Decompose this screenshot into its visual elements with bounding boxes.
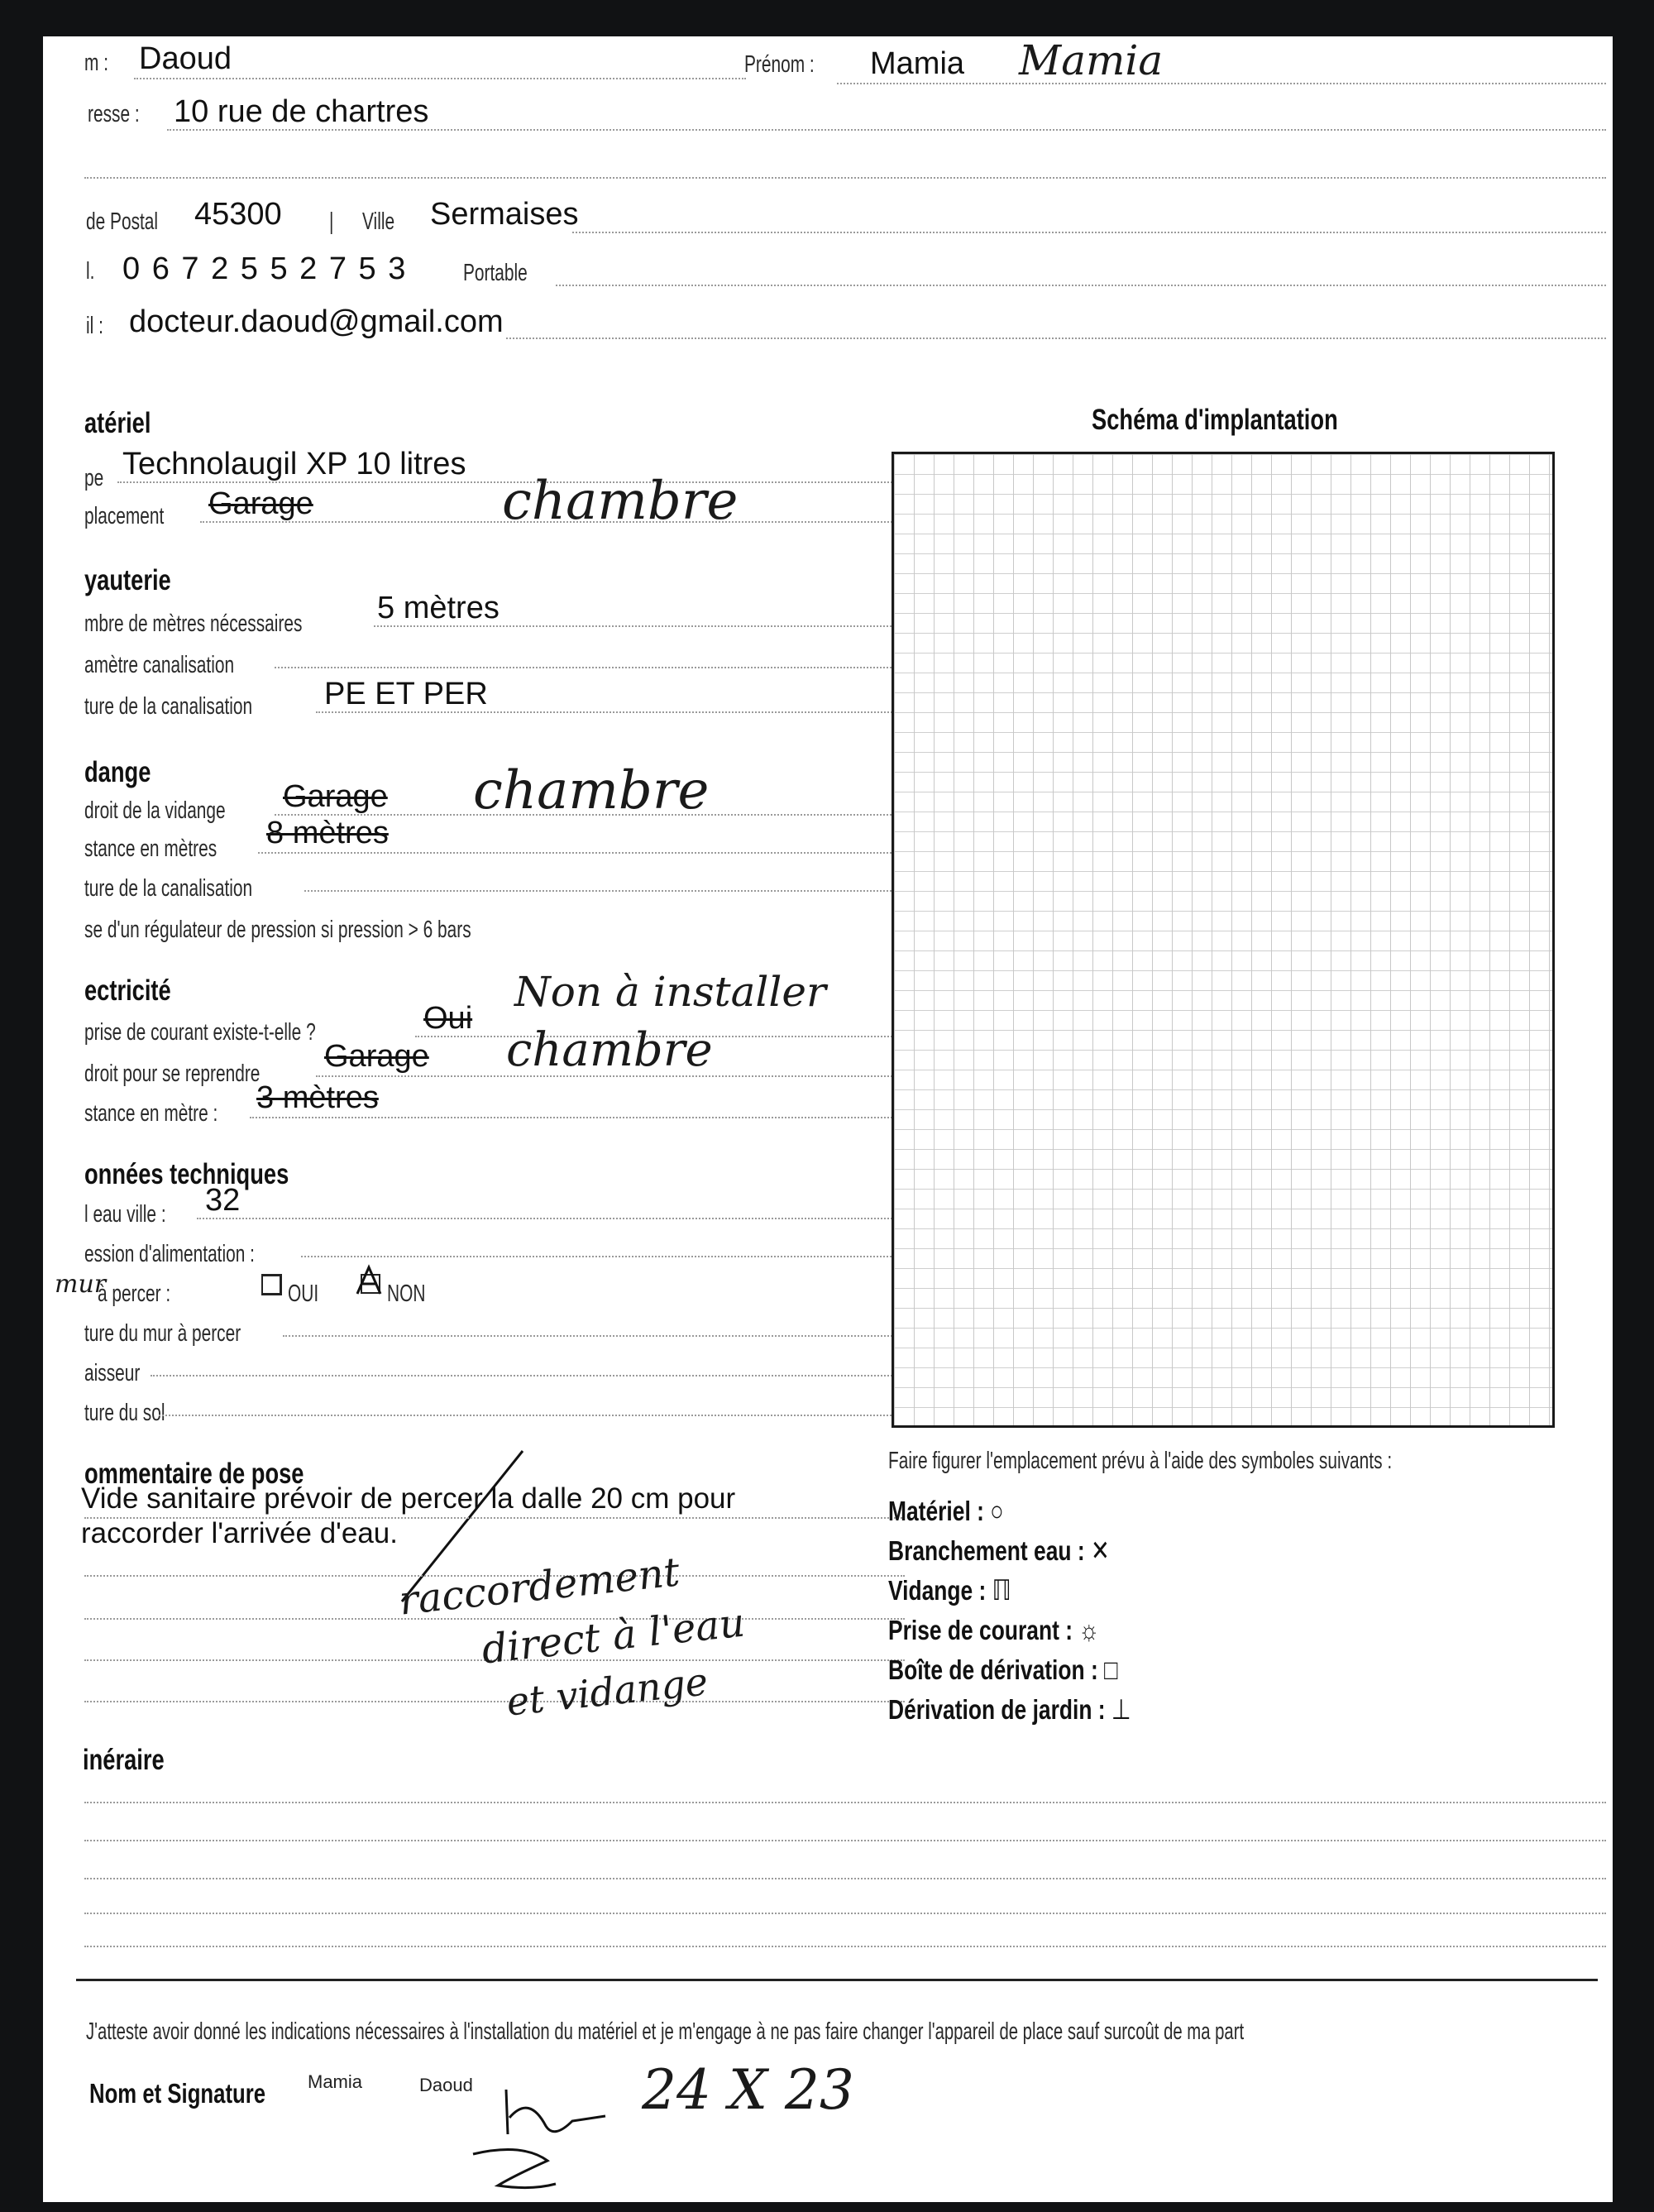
prenom-line xyxy=(837,83,1606,84)
adresse-label: resse : xyxy=(88,101,140,127)
mail-value: docteur.daoud@gmail.com xyxy=(129,304,504,339)
reprendre-value: Garage xyxy=(324,1039,429,1074)
legend-jardin: Dérivation de jardin : ⊥ xyxy=(888,1694,1131,1726)
type-label: pe xyxy=(84,465,104,491)
non-label: NON xyxy=(387,1281,426,1307)
circle-icon: ○ xyxy=(990,1496,1004,1527)
form-page xyxy=(43,36,1613,2202)
prise-value: Oui xyxy=(423,1001,473,1036)
commentaire-line-e xyxy=(84,1701,905,1702)
nom-value: Daoud xyxy=(139,41,232,76)
reprendre-line xyxy=(316,1075,905,1077)
itineraire-line-2 xyxy=(84,1840,1606,1841)
mail-label: il : xyxy=(86,313,103,339)
divider xyxy=(76,1979,1598,1981)
perpendicular-icon: ⊥ xyxy=(1111,1694,1131,1726)
elec-distance-value: 3 mètres xyxy=(256,1080,379,1115)
legend-materiel: Matériel : ○ xyxy=(888,1496,1004,1527)
prise-handwritten: Non à installer xyxy=(514,968,826,1016)
commentaire-line-2: raccorder l'arrivée d'eau. xyxy=(81,1517,398,1549)
nature-canalisation-label: ture de la canalisation xyxy=(84,693,253,720)
sun-icon: ☼ xyxy=(1078,1615,1100,1646)
eau-ville-line xyxy=(197,1218,905,1219)
type-value: Technolaugil XP 10 litres xyxy=(122,447,466,481)
oui-checkbox[interactable] xyxy=(261,1274,282,1295)
vidange-distance-line xyxy=(258,852,905,854)
vidange-distance-label: stance en mètres xyxy=(84,835,218,862)
nom-line xyxy=(134,78,746,79)
regulateur-label: se d'un régulateur de pression si pression > 6 bars xyxy=(84,917,471,943)
signature-date: 24 X 23 xyxy=(642,2058,854,2122)
signature-nom: Daoud xyxy=(419,2075,473,2095)
prenom-handwritten: Mamia xyxy=(1019,36,1164,84)
signature-scribble xyxy=(448,2075,663,2190)
non-checkbox[interactable] xyxy=(361,1274,380,1294)
nom-label: m : xyxy=(84,50,109,76)
schema-grid[interactable] xyxy=(892,452,1555,1428)
itineraire-line-3 xyxy=(84,1878,1606,1879)
prenom-label: Prénom : xyxy=(744,51,815,78)
commentaire-line-1: Vide sanitaire prévoir de percer la dalle 20 cm pour xyxy=(81,1482,736,1515)
cp-separator: | xyxy=(329,208,334,235)
ville-value: Sermaises xyxy=(430,197,579,232)
emplacement-line xyxy=(200,521,905,523)
vidange-endroit-label: droit de la vidange xyxy=(84,797,226,824)
metres-line xyxy=(374,625,905,627)
epaisseur-label: aisseur xyxy=(84,1360,141,1386)
nature-mur-line xyxy=(283,1335,905,1337)
metres-value: 5 mètres xyxy=(377,591,500,625)
vidange-nature-label: ture de la canalisation xyxy=(84,875,253,902)
mail-line xyxy=(506,338,1606,339)
elec-distance-line xyxy=(250,1117,905,1118)
prise-label: prise de courant existe-t-elle ? xyxy=(84,1019,316,1046)
vidange-title: dange xyxy=(84,756,151,788)
eau-ville-value: 32 xyxy=(205,1183,241,1218)
vidange-endroit-value: Garage xyxy=(283,779,388,814)
tel-value: 0 6 7 2 5 5 2 7 5 3 xyxy=(122,251,408,286)
cross-icon: ✕ xyxy=(1091,1535,1110,1567)
commentaire-handwritten-3: et vidange xyxy=(504,1659,710,1725)
commentaire-line-a xyxy=(84,1517,905,1519)
commentaire-line-c xyxy=(84,1618,905,1620)
legend-prise: Prise de courant : ☼ xyxy=(888,1615,1100,1646)
adresse-line-2 xyxy=(84,177,1606,179)
adresse-value: 10 rue de chartres xyxy=(174,94,429,129)
commentaire-handwritten-1: raccordement xyxy=(397,1549,682,1625)
checkmark-icon xyxy=(354,1264,387,1297)
nature-canalisation-value: PE ET PER xyxy=(324,677,488,711)
vidange-nature-line xyxy=(304,890,905,892)
pression-line xyxy=(301,1256,905,1257)
tuyauterie-title: yauterie xyxy=(84,564,171,596)
nature-canalisation-line xyxy=(316,711,905,713)
cp-value: 45300 xyxy=(194,197,282,232)
legend-branchement: Branchement eau : ✕ xyxy=(888,1535,1110,1567)
commentaire-handwritten-2: direct à l'eau xyxy=(479,1599,748,1673)
vidange-distance-value: 8 mètres xyxy=(266,816,389,850)
commentaire-title: ommentaire de pose xyxy=(84,1458,304,1490)
reprendre-handwritten: chambre xyxy=(506,1023,713,1077)
electricite-title: ectricité xyxy=(84,974,171,1007)
mur-handwritten-prefix: mur xyxy=(55,1270,107,1299)
itineraire-line-1 xyxy=(84,1802,1606,1803)
vidange-endroit-handwritten: chambre xyxy=(473,760,710,821)
mur-label: à percer : xyxy=(98,1281,171,1307)
portable-line xyxy=(556,285,1606,286)
materiel-title: atériel xyxy=(84,407,151,439)
eau-ville-label: l eau ville : xyxy=(84,1201,166,1228)
legend-vidange: Vidange : ℿ xyxy=(888,1575,1011,1606)
itineraire-title: inéraire xyxy=(83,1744,165,1776)
pi-icon: ℿ xyxy=(992,1575,1011,1606)
tel-label: l. xyxy=(86,258,95,285)
nature-sol-label: ture du sol xyxy=(84,1400,165,1426)
itineraire-line-5 xyxy=(84,1946,1606,1947)
pression-label: ession d'alimentation : xyxy=(84,1241,255,1267)
emplacement-value: Garage xyxy=(208,486,313,521)
diametre-label: amètre canalisation xyxy=(84,652,235,678)
portable-label: Portable xyxy=(463,260,528,286)
adresse-line xyxy=(167,129,1606,131)
nature-sol-line xyxy=(159,1415,905,1416)
reprendre-label: droit pour se reprendre xyxy=(84,1061,261,1087)
diametre-line xyxy=(275,667,905,668)
epaisseur-line xyxy=(151,1375,905,1377)
donnees-title: onnées techniques xyxy=(84,1158,289,1190)
signature-prenom: Mamia xyxy=(308,2071,363,2092)
elec-distance-label: stance en mètre : xyxy=(84,1100,218,1127)
metres-label: mbre de mètres nécessaires xyxy=(84,610,303,637)
oui-label: OUI xyxy=(288,1281,319,1307)
attestation-text: J'atteste avoir donné les indications nécessaires à l'installation du matériel et je m'engage à ne pas faire changer l'appareil de place sauf surcoût de ma part xyxy=(86,2018,1245,2045)
schema-title: Schéma d'implantation xyxy=(1092,404,1338,436)
nature-mur-label: ture du mur à percer xyxy=(84,1320,241,1347)
emplacement-label: placement xyxy=(84,503,165,529)
ville-label: Ville xyxy=(362,208,395,235)
schema-caption: Faire figurer l'emplacement prévu à l'aide des symboles suivants : xyxy=(888,1448,1393,1474)
emplacement-handwritten: chambre xyxy=(502,471,739,532)
ville-line xyxy=(572,232,1606,233)
legend-boite: Boîte de dérivation : □ xyxy=(888,1654,1118,1686)
signature-label: Nom et Signature xyxy=(89,2078,266,2109)
prenom-value: Mamia xyxy=(870,46,965,81)
square-icon: □ xyxy=(1104,1654,1118,1686)
itineraire-line-4 xyxy=(84,1913,1606,1914)
cp-label: de Postal xyxy=(86,208,159,235)
